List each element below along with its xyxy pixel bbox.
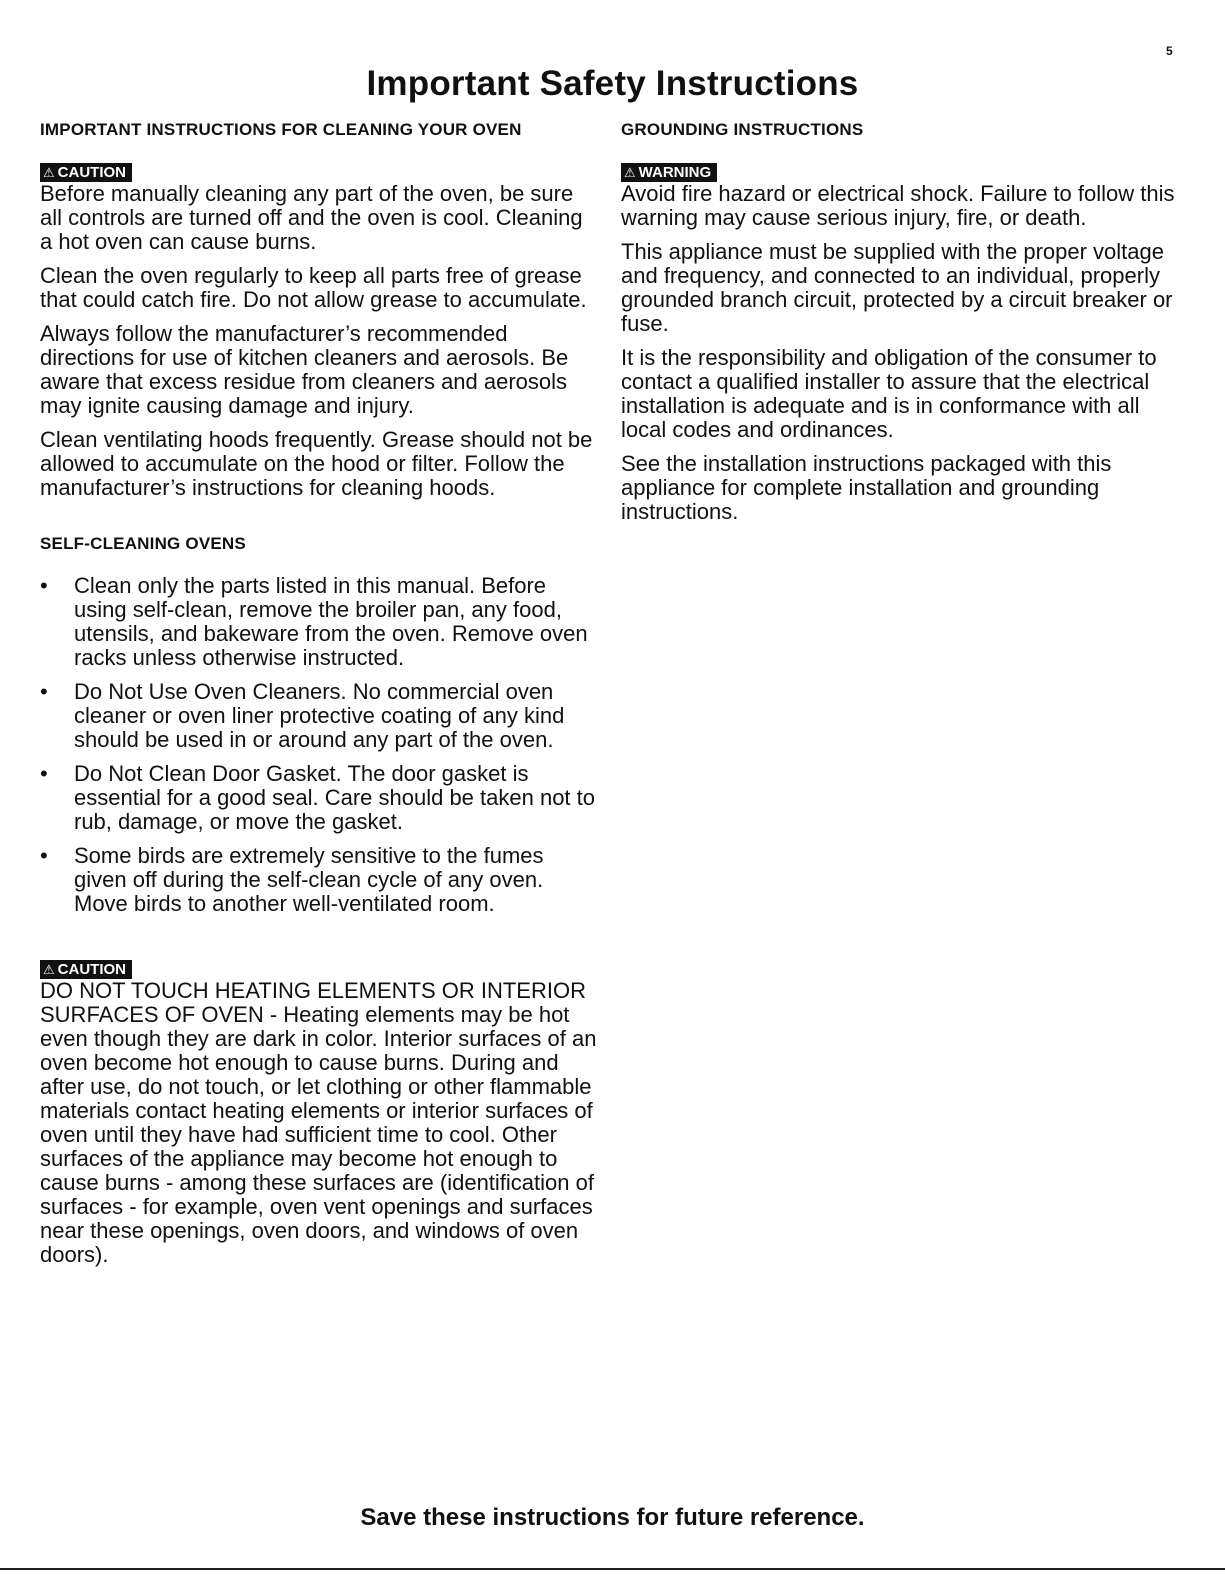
list-item-text: Some birds are extremely sensitive to the fumes given off during the self-clean cycle of any oven. Move birds to another well-ventilated room. bbox=[74, 843, 544, 916]
warning-triangle-icon: ⚠ bbox=[43, 962, 55, 977]
warning-label: WARNING bbox=[638, 164, 712, 181]
grounding-paragraph: See the installation instructions packaged with this appliance for complete installation and grounding instructions. bbox=[621, 451, 1112, 524]
left-column bbox=[40, 120, 600, 1277]
bullet-icon: • bbox=[40, 843, 48, 868]
right-column bbox=[621, 120, 1186, 534]
cleaning-paragraph: Always follow the manufacturer’s recommended directions for use of kitchen cleaners and aerosols. Be aware that excess residue from cleaners and aerosols may ignite causing damage and injury. bbox=[40, 321, 569, 418]
list-item bbox=[40, 574, 600, 670]
caution-label: CAUTION bbox=[57, 164, 126, 181]
self-cleaning-heading: SELF-CLEANING OVENS bbox=[40, 534, 246, 553]
warning-text: Avoid fire hazard or electrical shock. Failure to follow this warning may cause serious injury, fire, or death. bbox=[621, 181, 1175, 230]
bullet-icon: • bbox=[40, 573, 48, 598]
caution-text: Before manually cleaning any part of the oven, be sure all controls are turned off and the oven is cool. Cleaning a hot oven can cause burns. bbox=[40, 181, 583, 254]
bullet-icon: • bbox=[40, 761, 48, 786]
self-cleaning-list bbox=[40, 574, 600, 916]
list-item-text: Do Not Clean Door Gasket. The door gasket is essential for a good seal. Care should be taken not to rub, damage, or move the gasket. bbox=[74, 761, 596, 834]
list-item bbox=[40, 680, 600, 752]
grounding-heading: GROUNDING INSTRUCTIONS bbox=[621, 120, 864, 139]
heating-caution-block bbox=[40, 960, 600, 1267]
list-item-text: Clean only the parts listed in this manual. Before using self-clean, remove the broiler pan, any food, utensils, and bakeware from the oven. Remove oven racks unless otherwise instructed. bbox=[74, 573, 588, 670]
footer-note: Save these instructions for future reference. bbox=[360, 1504, 865, 1531]
caution-badge bbox=[40, 960, 132, 979]
list-item-text: Do Not Use Oven Cleaners. No commercial oven cleaner or oven liner protective coating of any kind should be used in or around any part of the oven. bbox=[74, 679, 565, 752]
warning-triangle-icon: ⚠ bbox=[624, 165, 636, 180]
grounding-paragraph: This appliance must be supplied with the proper voltage and frequency, and connected to an individual, properly grounded branch circuit, protected by a circuit breaker or fuse. bbox=[621, 239, 1173, 336]
warning-badge bbox=[621, 163, 717, 182]
cleaning-caution-block bbox=[40, 163, 600, 254]
bottom-rule bbox=[0, 1568, 1225, 1570]
cleaning-paragraph: Clean the oven regularly to keep all parts free of grease that could catch fire. Do not allow grease to accumulate. bbox=[40, 263, 587, 312]
caution-label: CAUTION bbox=[57, 961, 126, 978]
cleaning-paragraph: Clean ventilating hoods frequently. Grease should not be allowed to accumulate on the hood or filter. Follow the manufacturer’s instructions for cleaning hoods. bbox=[40, 427, 593, 500]
grounding-paragraph: It is the responsibility and obligation of the consumer to contact a qualified installer to assure that the electrical installation is adequate and is in conformance with all local codes and ordinances. bbox=[621, 345, 1157, 442]
cleaning-heading: IMPORTANT INSTRUCTIONS FOR CLEANING YOUR OVEN bbox=[40, 120, 522, 139]
page-title: Important Safety Instructions bbox=[366, 64, 859, 103]
page-number: 5 bbox=[1166, 44, 1173, 58]
bullet-icon: • bbox=[40, 679, 48, 704]
warning-triangle-icon: ⚠ bbox=[43, 165, 55, 180]
grounding-warning-block bbox=[621, 163, 1186, 230]
list-item bbox=[40, 844, 600, 916]
caution-text: DO NOT TOUCH HEATING ELEMENTS OR INTERIOR SURFACES OF OVEN - Heating elements may be hot even though they are dark in color. Interior surfaces of an oven become hot enough to cause burns. During and after use, do not touch, or let clothing or other flammable materials contact heating elements or interior surfaces of oven until they have had sufficient time to cool. Other surfaces of the appliance may become hot enough to cause burns - among these surfaces are (identification of surfaces - for example, oven vent openings and surfaces near these openings, oven doors, and windows of oven doors). bbox=[40, 978, 597, 1267]
list-item bbox=[40, 762, 600, 834]
caution-badge bbox=[40, 163, 132, 182]
